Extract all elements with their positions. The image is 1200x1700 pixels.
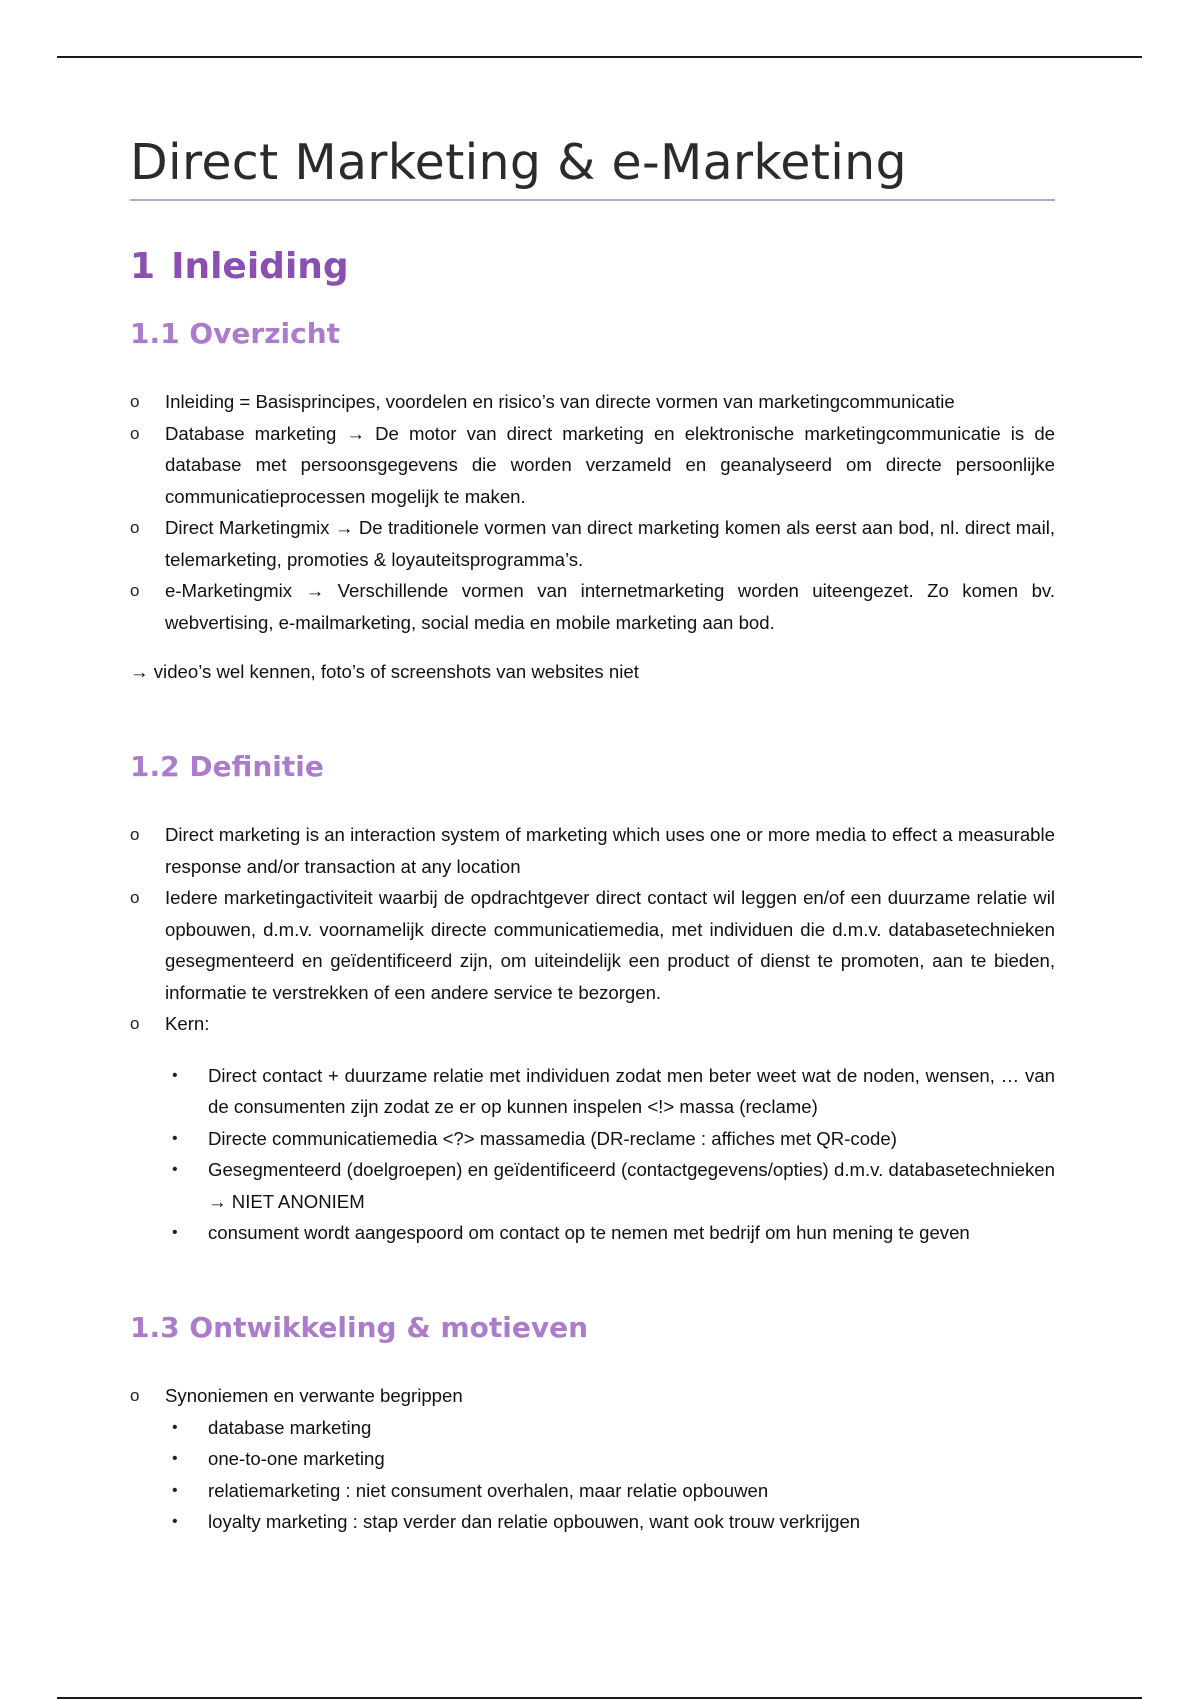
section-heading-ontwikkeling: 1.3 Ontwikkeling & motieven: [130, 1310, 589, 1344]
circle-bullet-icon: o: [130, 1386, 140, 1406]
list-item: o Synoniemen en verwante begrippen: [130, 1380, 1055, 1412]
dot-bullet-icon: •: [172, 1129, 178, 1147]
list-item: o Direct Marketingmix → De traditionele vormen van direct marketing komen als eerst aan bod, nl. direct mail, telemarketing, promoties & loyauteitsprogramma’s.: [130, 512, 1055, 575]
top-rule: [57, 56, 1142, 58]
dot-bullet-icon: •: [172, 1418, 178, 1436]
circle-bullet-icon: o: [130, 888, 140, 908]
dot-bullet-icon: •: [172, 1481, 178, 1499]
chapter-heading-inleiding: [130, 245, 1055, 288]
section-heading-definitie: 1.2 Definitie: [130, 749, 324, 783]
list-item: o Kern:: [130, 1008, 1055, 1040]
overzicht-list: [130, 386, 1055, 638]
dot-bullet-icon: •: [172, 1224, 178, 1242]
list-item: • Direct contact + duurzame relatie met individuen zodat men beter weet wat de noden, wensen, … van de consumenten zijn zodat ze er op kunnen inspelen <!> massa (reclame): [130, 1060, 1055, 1123]
list-item: o Database marketing → De motor van direct marketing en elektronische marketingcommunicatie is de database met persoonsgegevens die worden verzameld en geanalyseerd om directe persoonlijke communicatieprocessen mogelijk te maken.: [130, 418, 1055, 513]
circle-bullet-icon: o: [130, 518, 140, 538]
circle-bullet-icon: o: [130, 581, 140, 601]
circle-bullet-icon: o: [130, 423, 140, 443]
section-heading-overzicht: 1.1 Overzicht: [130, 316, 341, 350]
definitie-list: [130, 819, 1055, 1040]
list-item: o e-Marketingmix → Verschillende vormen van internetmarketing worden uiteengezet. Zo komen bv. webvertising, e-mailmarketing, social media en mobile marketing aan bod.: [130, 575, 1055, 638]
list-item: • relatiemarketing : niet consument overhalen, maar relatie opbouwen: [130, 1475, 1055, 1507]
list-item: • loyalty marketing : stap verder dan relatie opbouwen, want ook trouw verkrijgen: [130, 1506, 1055, 1538]
dot-bullet-icon: •: [172, 1513, 178, 1531]
overzicht-note: → video’s wel kennen, foto’s of screenshots van websites niet: [130, 661, 639, 683]
ontwikkeling-list: [130, 1380, 1055, 1412]
circle-bullet-icon: o: [130, 825, 140, 845]
circle-bullet-icon: o: [130, 1014, 140, 1034]
document-title: Direct Marketing & e-Marketing: [130, 135, 1055, 201]
list-item: • one-to-one marketing: [130, 1443, 1055, 1475]
list-item: o Inleiding = Basisprincipes, voordelen en risico’s van directe vormen van marketingcommunicatie: [130, 386, 1055, 418]
synoniemen-list: [130, 1412, 1055, 1538]
bottom-rule: [57, 1697, 1142, 1699]
list-item: o Direct marketing is an interaction system of marketing which uses one or more media to effect a measurable response and/or transaction at any location: [130, 819, 1055, 882]
chapter-number: 1: [130, 246, 156, 288]
kern-list: [130, 1060, 1055, 1249]
list-item: • database marketing: [130, 1412, 1055, 1444]
dot-bullet-icon: •: [172, 1450, 178, 1468]
chapter-title: Inleiding: [171, 246, 349, 288]
circle-bullet-icon: o: [130, 392, 140, 412]
list-item: • Gesegmenteerd (doelgroepen) en geïdentificeerd (contactgegevens/opties) d.m.v. databasetechnieken → NIET ANONIEM: [130, 1154, 1055, 1217]
document-page: [130, 135, 1055, 1538]
list-item: • Directe communicatiemedia <?> massamedia (DR-reclame : affiches met QR-code): [130, 1123, 1055, 1155]
dot-bullet-icon: •: [172, 1161, 178, 1179]
list-item: o Iedere marketingactiviteit waarbij de opdrachtgever direct contact wil leggen en/of een duurzame relatie wil opbouwen, d.m.v. voornamelijk directe communicatiemedia, met individuen die d.m.v. databasetechnieken gesegmenteerd en geïdentificeerd zijn, om uiteindelijk een product of dienst te promoten, aan te bieden, informatie te verstrekken of een andere service te bezorgen.: [130, 882, 1055, 1008]
list-item: • consument wordt aangespoord om contact op te nemen met bedrijf om hun mening te geven: [130, 1217, 1055, 1249]
dot-bullet-icon: •: [172, 1066, 178, 1084]
